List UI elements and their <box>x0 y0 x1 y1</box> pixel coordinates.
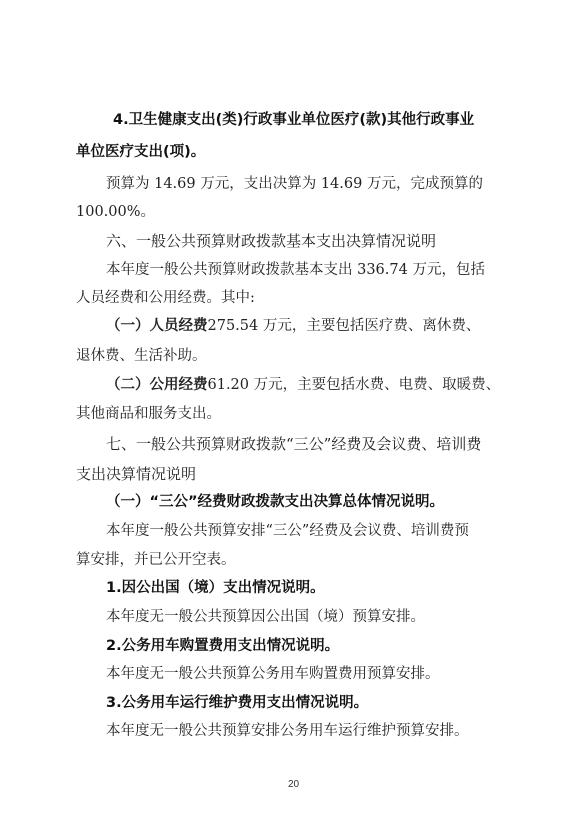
section-6-heading: 六、一般公共预算财政拨款基本支出决算情况说明 <box>106 232 437 250</box>
public-expense-text: 61.20 万元，主要包括水费、电费、取暖费、 <box>207 377 501 393</box>
item-1-title: 1.因公出国（境）支出情况说明。 <box>106 580 325 596</box>
section-7-body-line-1: 本年度一般公共预算安排“三公”经费及会议费、培训费预 <box>106 523 469 539</box>
item-3-title: 3.公务用车运行维护费用支出情况说明。 <box>106 695 369 711</box>
section-6-body-line-1: 本年度一般公共预算财政拨款基本支出 336.74 万元，包括 <box>106 262 485 278</box>
page-number: 20 <box>287 779 300 790</box>
item-3-text: 本年度无一般公共预算安排公务用车运行维护预算安排。 <box>106 723 469 739</box>
item-1-text: 本年度无一般公共预算因公出国（境）预算安排。 <box>106 609 425 625</box>
public-expense-label: （二）公用经费 <box>106 377 208 393</box>
personnel-expense-label: （一）人员经费 <box>106 318 208 334</box>
personnel-expense-text: 275.54 万元，主要包括医疗费、离休费、 <box>207 318 481 334</box>
personnel-expense-line-1 <box>106 316 480 336</box>
three-public-subheading: （一）“三公”经费财政拨款支出决算总体情况说明。 <box>106 494 445 510</box>
personnel-expense-line-2: 退休费、生活补助。 <box>76 348 207 364</box>
section-4-title-line-1: 4.卫生健康支出(类)行政事业单位医疗(款)其他行政事业 <box>113 112 475 128</box>
public-expense-line-1 <box>106 375 500 395</box>
section-7-heading-line-1: 七、一般公共预算财政拨款“三公”经费及会议费、培训费 <box>106 435 482 453</box>
item-2-text: 本年度无一般公共预算公务用车购置费用预算安排。 <box>106 666 440 682</box>
section-7-body-line-2: 算安排，并已公开空表。 <box>76 552 236 568</box>
section-4-title-line-2: 单位医疗支出(项)。 <box>76 144 206 160</box>
section-7-heading-line-2: 支出决算情况说明 <box>76 465 197 483</box>
section-4-body-line-2: 100.00%。 <box>76 204 156 220</box>
public-expense-line-2: 其他商品和服务支出。 <box>76 406 221 422</box>
section-4-body-line-1: 预算为 14.69 万元，支出决算为 14.69 万元，完成预算的 <box>106 176 483 192</box>
item-2-title: 2.公务用车购置费用支出情况说明。 <box>106 638 340 654</box>
section-6-body-line-2: 人员经费和公用经费。其中: <box>76 290 255 306</box>
